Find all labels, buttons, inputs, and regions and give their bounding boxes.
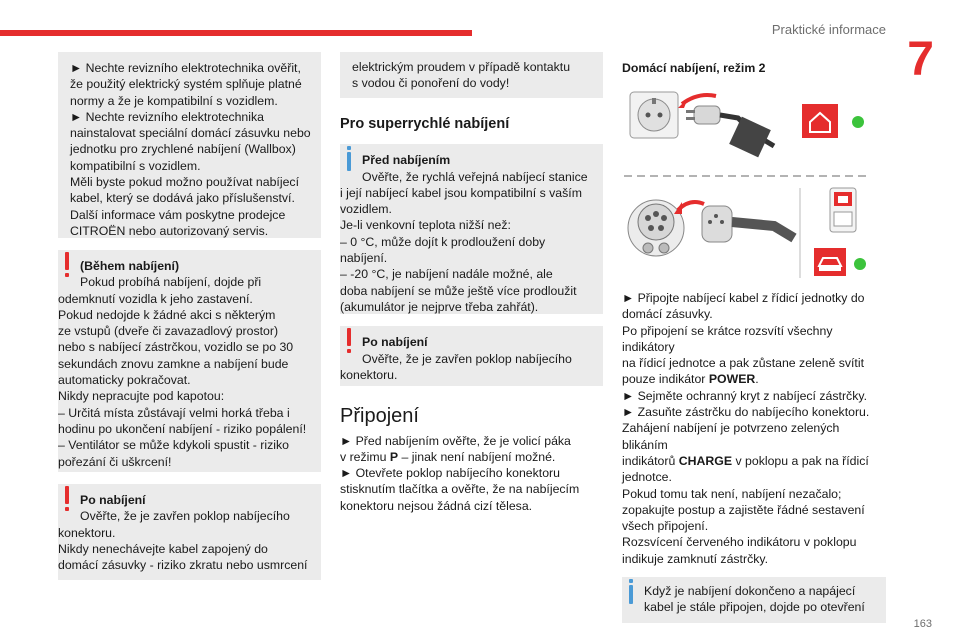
house-icon xyxy=(802,104,838,138)
section-heading-home-charging: Domácí nabíjení, režim 2 xyxy=(622,61,766,75)
text-line: i její nabíjecí kabel jsou kompatibilní s vaším xyxy=(340,185,582,200)
section-heading-superfast: Pro superrychlé nabíjení xyxy=(340,116,510,132)
car-icon xyxy=(814,248,846,276)
text-line: CITROËN nebo autorizovaný servis. xyxy=(70,223,269,238)
socket-icon xyxy=(630,92,678,138)
text-line: ze vstupů (dveře či zavazadlový prostor) xyxy=(58,324,279,339)
page-header-title: Praktické informace xyxy=(771,22,886,37)
text-line: Po připojení se krátce rozsvítí všechny indikátory xyxy=(622,323,833,354)
text-line: Zahájení nabíjení je potvrzeno zelených blikáním xyxy=(622,421,840,452)
header-accent-bar xyxy=(0,30,472,36)
text-line: nainstalovat speciální domácí zásuvku nebo xyxy=(70,126,311,141)
text-line: – Určitá místa zůstávají velmi horká třeba i xyxy=(58,405,290,420)
text-line: ► Připojte nabíjecí kabel z řídicí jednotky do xyxy=(622,291,865,305)
text-line: kabel je stále připojen, dojde po otevření xyxy=(644,600,865,615)
text-line: domácí zásuvky - riziko zkratu nebo usmrcení xyxy=(58,558,308,573)
text-line: Ověřte, že je zavřen poklop nabíjecího xyxy=(362,351,572,366)
text-line: Nikdy nepracujte pod kapotou: xyxy=(58,389,225,404)
info-box-charging-complete xyxy=(622,577,886,623)
text-line: stisknutím tlačítka a ověřte, že na nabíjecím xyxy=(340,482,580,497)
text-line: indikuje zamknutí zástrčky. xyxy=(622,551,769,566)
text-line: Další informace vám poskytne prodejce xyxy=(70,207,286,222)
warning-icon xyxy=(65,486,69,512)
text-line: elektrickým proudem v případě kontaktu xyxy=(352,60,571,74)
text-line: na řídicí jednotce a pak zůstane zeleně svítit xyxy=(622,356,864,371)
info-icon xyxy=(629,579,633,605)
text-line: nabíjení. xyxy=(340,251,388,266)
text-line: pořezání či uškrcení! xyxy=(58,454,172,469)
warning-box-after-charging-2 xyxy=(340,326,603,386)
text-line: kompatibilní s vozidlem. xyxy=(70,158,201,173)
control-box-icon xyxy=(729,117,771,158)
text-line: automaticky pokračovat. xyxy=(58,373,191,388)
text-line: odemknutí vozidla k jeho zastavení. xyxy=(58,291,253,306)
charging-illustration xyxy=(624,88,868,284)
text-line: že použitý elektrický systém splňuje platné xyxy=(70,77,302,92)
text-line: zopakujte postup a zajistěte řádné sestavení xyxy=(622,502,865,517)
warning-title: Po nabíjení xyxy=(80,493,146,507)
text-line: pouze indikátor POWER. xyxy=(622,372,759,387)
warning-box-after-charging xyxy=(58,484,321,580)
text-line: normy a že je kompatibilní s vozidlem. xyxy=(70,93,278,108)
text-line: konektoru nejsou žádná cizí tělesa. xyxy=(340,498,533,513)
text-line: Pokud probíhá nabíjení, dojde při xyxy=(80,275,262,290)
text-line: – 0 °C, může dojít k prodloužení doby xyxy=(340,234,546,249)
green-indicator-icon xyxy=(854,258,866,270)
text-line: Ověřte, že rychlá veřejná nabíjecí stanice xyxy=(362,169,588,184)
text-line: všech připojení. xyxy=(622,519,709,534)
warning-title: Po nabíjení xyxy=(362,335,428,350)
text-line: sekundách znovu zamkne a nabíjení bude xyxy=(58,356,289,371)
text-line: domácí zásuvky. xyxy=(622,307,713,322)
info-box-electrician xyxy=(58,52,321,238)
text-line: kabel, který se dodává jako příslušenství. xyxy=(70,191,295,206)
text-line: Je-li venkovní teplota nižší než: xyxy=(340,218,511,233)
text-line: Ověřte, že je zavřen poklop nabíjecího xyxy=(80,509,290,524)
column-left xyxy=(58,52,321,580)
text-line: – -20 °C, je nabíjení nadále možné, ale xyxy=(340,267,553,282)
text-line: jednotce. xyxy=(622,470,672,485)
text-line: doba nabíjení se může ještě více prodloužit xyxy=(340,283,577,298)
info-title: Před nabíjením xyxy=(362,153,451,168)
text-line: nebo s nabíjecí zástrčkou, vozidlo se po 30 xyxy=(58,340,294,355)
text-line: (akumulátor je nejprve třeba zahřát). xyxy=(340,299,539,314)
text-line: Měli byste pokud možno používat nabíjecí xyxy=(70,175,299,190)
text-line: Když je nabíjení dokončeno a napájecí xyxy=(644,584,856,599)
text-line: ► Otevřete poklop nabíjecího konektoru xyxy=(340,466,560,481)
text-line: s vodou či ponoření do vody! xyxy=(352,76,510,91)
charging-plug-icon xyxy=(702,206,794,242)
column-right xyxy=(622,52,886,76)
column-middle xyxy=(340,52,603,514)
section-heading-connection: Připojení xyxy=(340,405,419,428)
text-line: ► Před nabíjením ověřte, že je volicí páka xyxy=(340,433,571,448)
page-number: 163 xyxy=(913,618,932,630)
text-line: ► Zasuňte zástrčku do nabíjecího konektoru. xyxy=(622,405,870,420)
car-socket-icon xyxy=(628,200,684,256)
home-charging-text xyxy=(622,290,886,623)
text-line: Nikdy nenechávejte kabel zapojený do xyxy=(58,541,268,556)
connection-text xyxy=(340,433,603,514)
text-line: jednotku pro zrychlené nabíjení (Wallbox) xyxy=(70,142,296,157)
green-indicator-icon xyxy=(852,116,864,128)
info-box-before-charging xyxy=(340,144,603,314)
warning-icon xyxy=(65,252,69,278)
info-icon xyxy=(347,146,351,172)
text-line: ► Sejměte ochranný kryt z nabíjecí zástrčky. xyxy=(622,388,867,403)
text-line: Rozsvícení červeného indikátoru v poklopu xyxy=(622,535,857,550)
text-line: ► Nechte revizního elektrotechnika xyxy=(70,109,264,124)
text-line: konektoru. xyxy=(58,525,116,540)
warning-title: (Během nabíjení) xyxy=(80,259,180,273)
lock-icon xyxy=(830,188,856,232)
info-box-continued xyxy=(340,52,603,98)
text-line: indikátorů CHARGE v poklopu a pak na řídicí xyxy=(622,453,869,468)
chapter-number: 7 xyxy=(907,33,934,86)
text-line: vozidlem. xyxy=(340,202,392,217)
text-line: – Ventilátor se může kdykoli spustit - riziko xyxy=(58,438,289,453)
text-line: ► Nechte revizního elektrotechnika ověřit, xyxy=(70,61,301,75)
text-line: Pokud nedojde k žádné akci s některým xyxy=(58,307,276,322)
text-line: hodinu po ukončení nabíjení - riziko popálení! xyxy=(58,421,307,436)
text-line: Pokud tomu tak není, nabíjení nezačalo; xyxy=(622,486,842,501)
text-line: konektoru. xyxy=(340,367,398,382)
text-line: v režimu P – jinak není nabíjení možné. xyxy=(340,449,556,464)
warning-icon xyxy=(347,328,351,354)
warning-box-during-charging xyxy=(58,250,321,472)
